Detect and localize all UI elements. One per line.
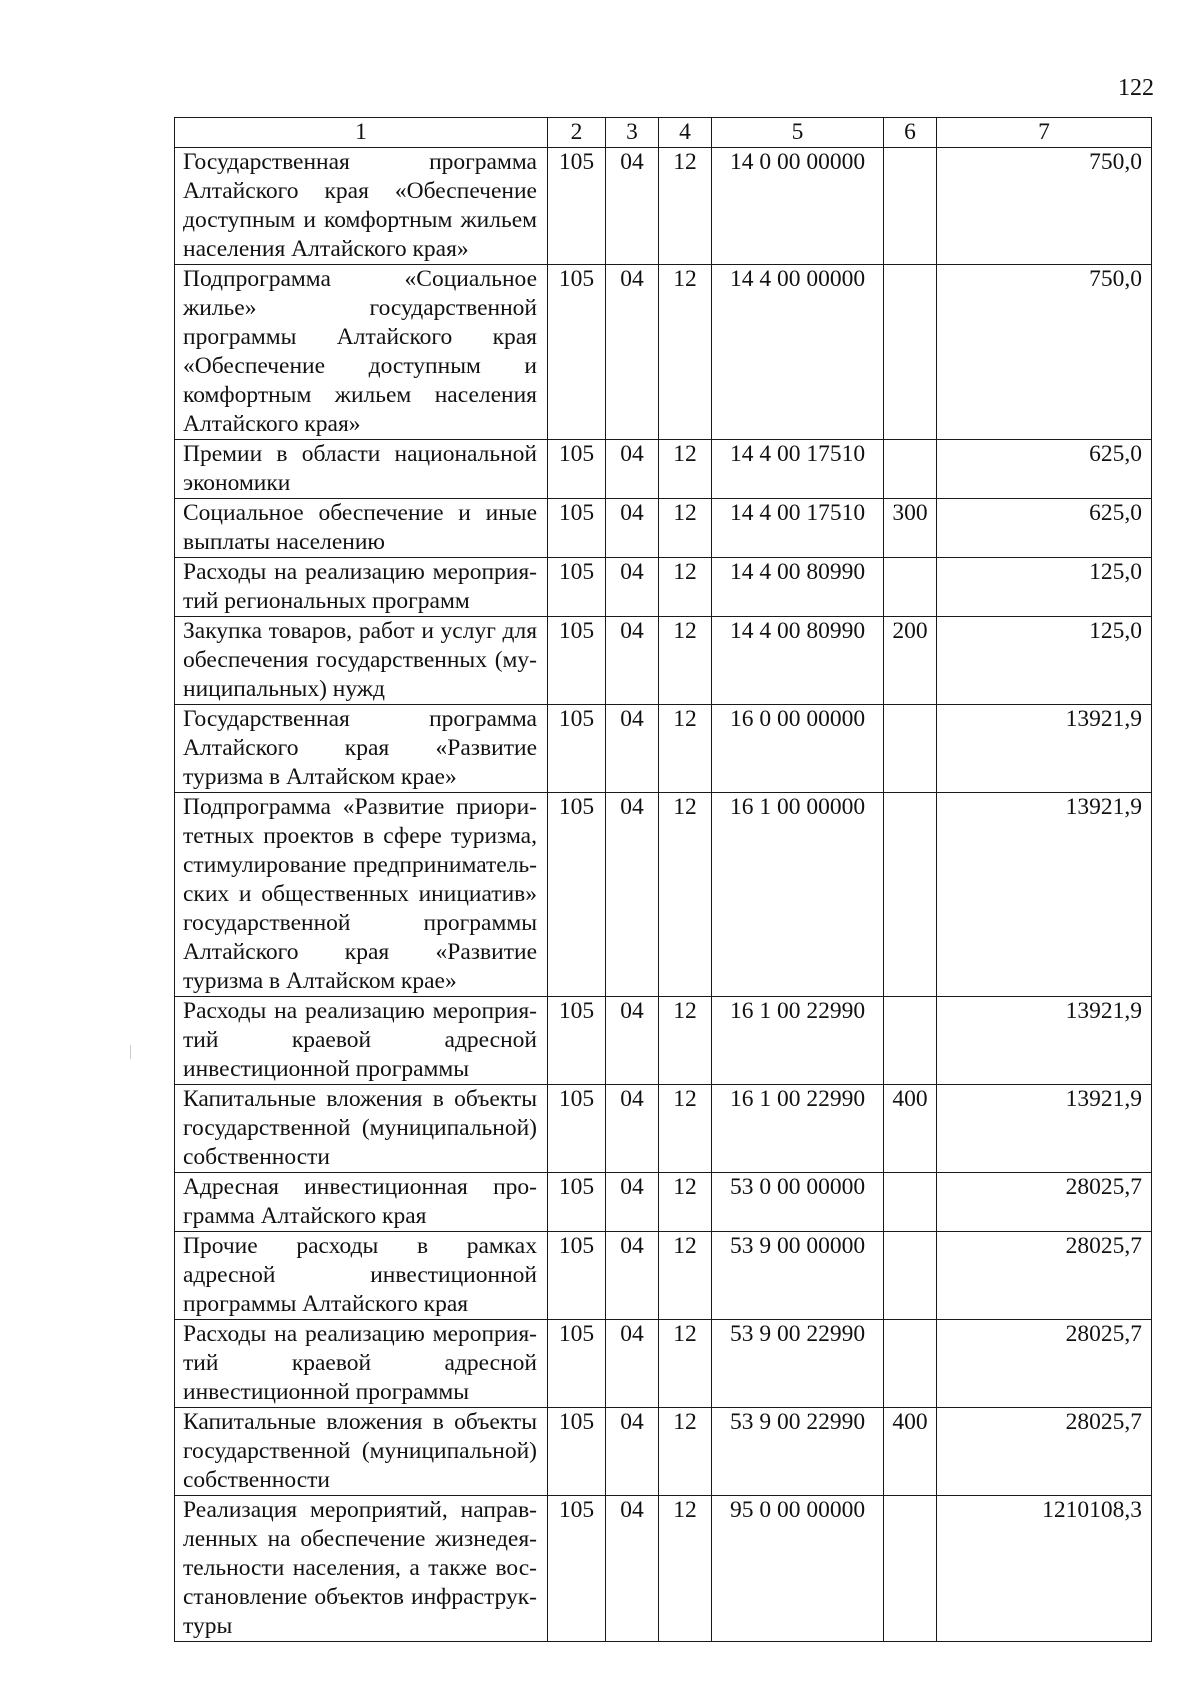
row-code-5-cell: 14 4 00 17510: [712, 499, 884, 558]
page-number: 122: [1118, 75, 1154, 101]
row-amount-cell: 125,0: [937, 558, 1152, 617]
table-header: [175, 118, 1152, 148]
column-header-2: 2: [548, 118, 606, 148]
row-code-2-cell: 105: [548, 1232, 606, 1320]
row-name-cell: Прочие расходы в рамках адресной инвестиционной программы Алтайского края: [175, 1232, 548, 1320]
table-row: [175, 440, 1152, 499]
row-name-cell: Подпрограмма «Развитие приоритетных проектов в сфере туризма, стимулирование предпринимательских и общественных инициатив» государственной программы Алтайского края «Развитие туризма в Алтайском крае»: [175, 793, 548, 997]
column-header-7: 7: [937, 118, 1152, 148]
row-code-6-cell: [884, 265, 937, 440]
table-row: [175, 265, 1152, 440]
row-name-cell: Капитальные вложения в объекты государственной (муниципальной) собственности: [175, 1408, 548, 1496]
row-amount-cell: 13921,9: [937, 705, 1152, 793]
row-code-4-cell: 12: [659, 265, 712, 440]
row-code-6-cell: 200: [884, 617, 937, 705]
row-code-2-cell: 105: [548, 705, 606, 793]
row-code-3-cell: 04: [606, 1173, 659, 1232]
row-amount-cell: 28025,7: [937, 1173, 1152, 1232]
row-code-2-cell: 105: [548, 997, 606, 1085]
row-name-cell: Государственная программа Алтайского края «Обеспечение доступным и комфортным жильем населения Алтайского края»: [175, 148, 548, 265]
table-row: [175, 793, 1152, 997]
row-code-3-cell: 04: [606, 1320, 659, 1408]
row-code-2-cell: 105: [548, 265, 606, 440]
row-code-2-cell: 105: [548, 1496, 606, 1642]
row-code-5-cell: 16 1 00 00000: [712, 793, 884, 997]
row-code-4-cell: 12: [659, 997, 712, 1085]
header-row: [175, 118, 1152, 148]
table-row: [175, 1173, 1152, 1232]
row-code-3-cell: 04: [606, 499, 659, 558]
table-row: [175, 1320, 1152, 1408]
row-amount-cell: 750,0: [937, 265, 1152, 440]
row-amount-cell: 28025,7: [937, 1320, 1152, 1408]
row-code-2-cell: 105: [548, 558, 606, 617]
row-code-5-cell: 16 1 00 22990: [712, 997, 884, 1085]
row-amount-cell: 1210108,3: [937, 1496, 1152, 1642]
row-code-4-cell: 12: [659, 1320, 712, 1408]
row-code-6-cell: 400: [884, 1408, 937, 1496]
row-name-cell: Премии в области национальной экономики: [175, 440, 548, 499]
row-code-5-cell: 16 1 00 22990: [712, 1085, 884, 1173]
row-code-3-cell: 04: [606, 440, 659, 499]
row-amount-cell: 625,0: [937, 440, 1152, 499]
row-code-2-cell: 105: [548, 793, 606, 997]
row-code-5-cell: 14 4 00 17510: [712, 440, 884, 499]
row-code-3-cell: 04: [606, 1408, 659, 1496]
row-code-4-cell: 12: [659, 705, 712, 793]
row-name-cell: Расходы на реализацию мероприятий краевой адресной инвестиционной программы: [175, 1320, 548, 1408]
row-code-5-cell: 53 9 00 22990: [712, 1408, 884, 1496]
table-row: [175, 1232, 1152, 1320]
row-code-2-cell: 105: [548, 440, 606, 499]
row-code-6-cell: [884, 997, 937, 1085]
row-code-4-cell: 12: [659, 1085, 712, 1173]
row-code-6-cell: [884, 440, 937, 499]
row-code-2-cell: 105: [548, 617, 606, 705]
row-name-cell: Расходы на реализацию мероприятий региональных программ: [175, 558, 548, 617]
row-code-6-cell: [884, 1320, 937, 1408]
row-code-3-cell: 04: [606, 1496, 659, 1642]
row-code-4-cell: 12: [659, 1232, 712, 1320]
table-row: [175, 499, 1152, 558]
row-code-3-cell: 04: [606, 997, 659, 1085]
row-code-6-cell: [884, 705, 937, 793]
row-code-4-cell: 12: [659, 440, 712, 499]
row-amount-cell: 750,0: [937, 148, 1152, 265]
row-code-4-cell: 12: [659, 617, 712, 705]
row-code-3-cell: 04: [606, 1232, 659, 1320]
table-row: [175, 1085, 1152, 1173]
row-code-6-cell: [884, 793, 937, 997]
row-code-2-cell: 105: [548, 1085, 606, 1173]
column-header-6: 6: [884, 118, 937, 148]
row-code-3-cell: 04: [606, 617, 659, 705]
row-code-3-cell: 04: [606, 1085, 659, 1173]
row-code-6-cell: [884, 1496, 937, 1642]
row-name-cell: Государственная программа Алтайского края «Развитие туризма в Алтайском крае»: [175, 705, 548, 793]
table-body: [175, 148, 1152, 1642]
row-code-5-cell: 95 0 00 00000: [712, 1496, 884, 1642]
row-code-5-cell: 53 9 00 00000: [712, 1232, 884, 1320]
row-name-cell: Подпрограмма «Социальное жилье» государственной программы Алтайского края «Обеспечение доступным и комфортным жильем населения Алтайского края»: [175, 265, 548, 440]
row-code-4-cell: 12: [659, 1496, 712, 1642]
column-header-3: 3: [606, 118, 659, 148]
row-code-5-cell: 53 0 00 00000: [712, 1173, 884, 1232]
column-header-5: 5: [712, 118, 884, 148]
row-code-6-cell: 300: [884, 499, 937, 558]
row-code-3-cell: 04: [606, 558, 659, 617]
row-name-cell: Реализация мероприятий, направленных на обеспечение жизнедеятельности населения, а также восстановление объектов инфраструктуры: [175, 1496, 548, 1642]
budget-table: [174, 117, 1152, 1642]
row-code-4-cell: 12: [659, 1408, 712, 1496]
row-code-6-cell: [884, 558, 937, 617]
row-amount-cell: 625,0: [937, 499, 1152, 558]
row-code-2-cell: 105: [548, 1173, 606, 1232]
table-row: [175, 148, 1152, 265]
row-name-cell: Расходы на реализацию мероприятий краевой адресной инвестиционной программы: [175, 997, 548, 1085]
table-row: [175, 558, 1152, 617]
row-code-3-cell: 04: [606, 705, 659, 793]
row-amount-cell: 125,0: [937, 617, 1152, 705]
table-row: [175, 705, 1152, 793]
column-header-4: 4: [659, 118, 712, 148]
row-code-2-cell: 105: [548, 499, 606, 558]
row-name-cell: Капитальные вложения в объекты государственной (муниципальной) собственности: [175, 1085, 548, 1173]
table-row: [175, 997, 1152, 1085]
row-code-5-cell: 14 4 00 80990: [712, 558, 884, 617]
row-code-5-cell: 16 0 00 00000: [712, 705, 884, 793]
row-code-6-cell: [884, 148, 937, 265]
row-amount-cell: 28025,7: [937, 1408, 1152, 1496]
row-code-6-cell: 400: [884, 1085, 937, 1173]
table-row: [175, 1408, 1152, 1496]
row-code-4-cell: 12: [659, 148, 712, 265]
row-name-cell: Социальное обеспечение и иные выплаты населению: [175, 499, 548, 558]
table-row: [175, 1496, 1152, 1642]
row-code-2-cell: 105: [548, 1320, 606, 1408]
row-code-3-cell: 04: [606, 265, 659, 440]
row-name-cell: Адресная инвестиционная программа Алтайского края: [175, 1173, 548, 1232]
row-code-3-cell: 04: [606, 793, 659, 997]
scan-artifact: [130, 1045, 131, 1059]
row-code-4-cell: 12: [659, 793, 712, 997]
row-code-5-cell: 14 4 00 80990: [712, 617, 884, 705]
row-code-3-cell: 04: [606, 148, 659, 265]
table-row: [175, 617, 1152, 705]
row-code-6-cell: [884, 1173, 937, 1232]
row-name-cell: Закупка товаров, работ и услуг для обеспечения государственных (муниципальных) нужд: [175, 617, 548, 705]
column-header-1: 1: [175, 118, 548, 148]
row-amount-cell: 13921,9: [937, 997, 1152, 1085]
row-code-4-cell: 12: [659, 499, 712, 558]
row-amount-cell: 13921,9: [937, 793, 1152, 997]
row-code-5-cell: 14 4 00 00000: [712, 265, 884, 440]
row-code-5-cell: 14 0 00 00000: [712, 148, 884, 265]
row-code-4-cell: 12: [659, 558, 712, 617]
row-amount-cell: 28025,7: [937, 1232, 1152, 1320]
row-code-2-cell: 105: [548, 148, 606, 265]
row-code-2-cell: 105: [548, 1408, 606, 1496]
row-code-5-cell: 53 9 00 22990: [712, 1320, 884, 1408]
row-amount-cell: 13921,9: [937, 1085, 1152, 1173]
row-code-6-cell: [884, 1232, 937, 1320]
row-code-4-cell: 12: [659, 1173, 712, 1232]
